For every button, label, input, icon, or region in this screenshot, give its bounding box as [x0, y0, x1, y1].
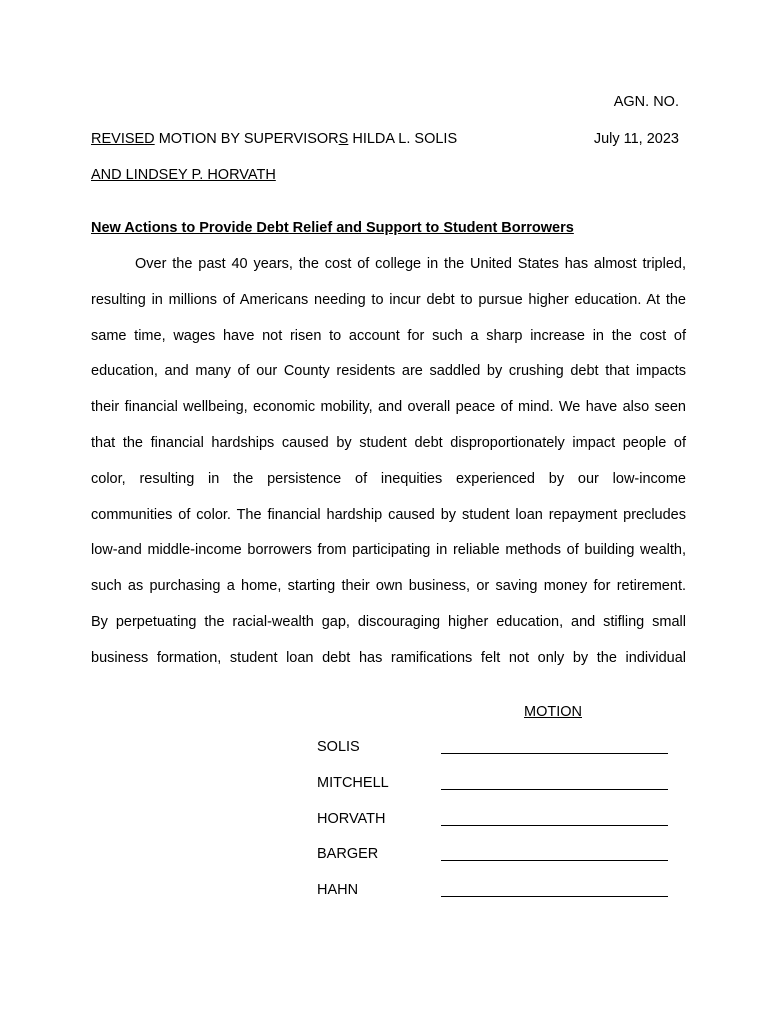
signature-line	[441, 896, 668, 897]
motion-title: New Actions to Provide Debt Relief and Support to Student Borrowers	[91, 220, 574, 236]
vote-row	[317, 738, 669, 774]
body-line: color, resulting in the persistence of inequities experienced by our low-income	[91, 470, 686, 487]
signature-line	[441, 789, 668, 790]
signature-line	[441, 753, 668, 754]
body-line: that the financial hardships caused by student debt disproportionately impact people of	[91, 434, 686, 451]
revised-label: REVISED	[91, 131, 155, 147]
supervisors-s: S	[338, 131, 349, 147]
supervisor-name: MITCHELL	[317, 774, 389, 791]
body-line: communities of color. The financial hardship caused by student loan repayment precludes	[91, 506, 686, 523]
motion-by-line-2: AND LINDSEY P. HORVATH	[91, 167, 276, 183]
body-line: business formation, student loan debt has ramifications felt not only by the individual	[91, 649, 686, 666]
body-line: their financial wellbeing, economic mobility, and overall peace of mind. We have also seen	[91, 399, 686, 416]
vote-row	[317, 774, 669, 810]
vote-row	[317, 845, 669, 881]
vote-table	[317, 738, 669, 917]
signature-line	[441, 860, 668, 861]
body-line: resulting in millions of Americans needing to incur debt to pursue higher education. At the	[91, 291, 686, 308]
vote-row	[317, 881, 669, 917]
motion-by-name: HILDA L. SOLIS	[348, 131, 458, 147]
supervisor-name: SOLIS	[317, 739, 360, 755]
signature-line	[441, 825, 668, 826]
body-line: low-and middle-income borrowers from participating in reliable methods of building wealth,	[91, 542, 686, 559]
body-line: By perpetuating the racial-wealth gap, discouraging higher education, and stifling small	[91, 613, 686, 630]
motion-date: July 11, 2023	[593, 131, 679, 147]
motion-by-text: MOTION BY SUPERVISOR	[154, 131, 339, 147]
motion-header: MOTION	[524, 704, 582, 720]
body-line: same time, wages have not risen to account for such a sharp increase in the cost of	[91, 327, 686, 344]
vote-row	[317, 810, 669, 846]
body-line: Over the past 40 years, the cost of college in the United States has almost tripled,	[135, 256, 686, 272]
body-line: such as purchasing a home, starting their own business, or saving money for retirement.	[91, 578, 686, 595]
supervisor-name: HORVATH	[317, 810, 386, 827]
body-line: education, and many of our County residents are saddled by crushing debt that impacts	[91, 363, 686, 380]
motion-by-line	[91, 130, 457, 148]
agenda-number-label: AGN. NO.	[613, 94, 679, 110]
supervisor-name: HAHN	[317, 882, 359, 899]
motion-body	[91, 255, 686, 685]
supervisor-name: BARGER	[317, 846, 379, 863]
